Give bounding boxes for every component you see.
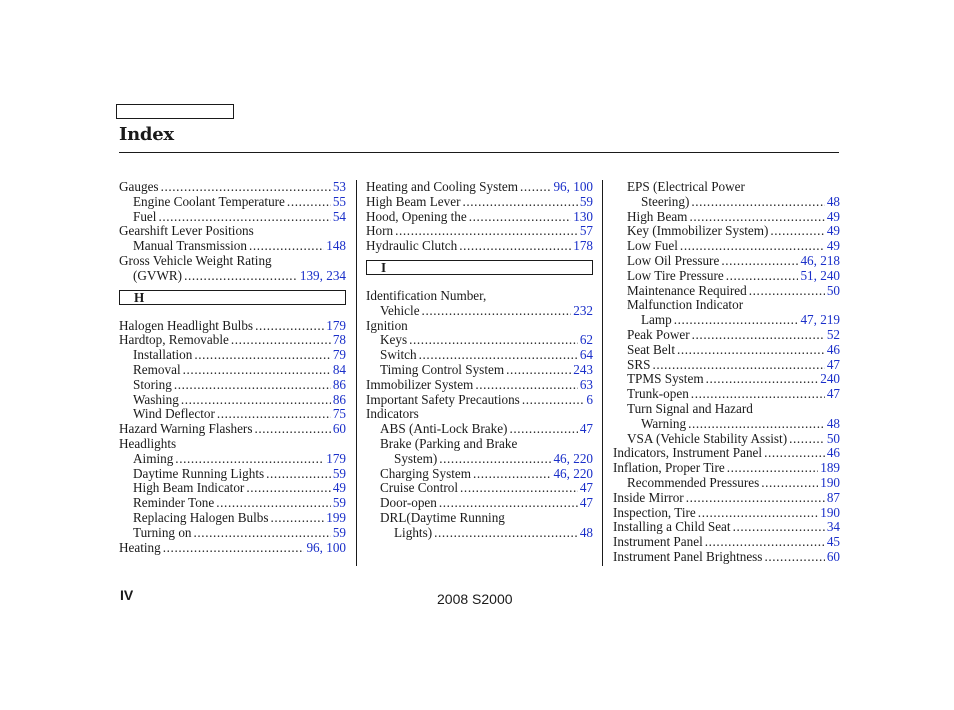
page-reference[interactable]: 86 xyxy=(332,377,346,392)
index-entry xyxy=(366,239,593,254)
index-entry xyxy=(119,393,346,408)
entry-term: Removal xyxy=(133,362,181,377)
dot-leader xyxy=(475,378,577,393)
page-reference[interactable]: 59 xyxy=(579,194,593,209)
entry-term: Heating xyxy=(119,540,161,555)
page-reference[interactable]: 46 xyxy=(826,342,840,357)
index-entry xyxy=(366,526,593,541)
dot-leader xyxy=(462,195,577,210)
index-entry xyxy=(613,402,840,417)
page-reference[interactable]: 46 xyxy=(826,446,840,461)
entry-term: Warning xyxy=(641,416,687,431)
page-reference[interactable]: 199 xyxy=(326,510,346,525)
page-reference[interactable]: 130 xyxy=(573,209,593,224)
entry-term: Cruise Control xyxy=(380,481,459,496)
entry-term: Indicators, Instrument Panel xyxy=(613,446,763,461)
index-column-2 xyxy=(366,180,593,541)
dot-leader xyxy=(686,491,825,506)
index-entry xyxy=(119,541,346,556)
index-entry xyxy=(613,506,840,521)
dot-leader xyxy=(522,393,585,408)
index-entry xyxy=(119,348,346,363)
dot-leader xyxy=(181,393,331,408)
dot-leader xyxy=(161,180,331,195)
page-reference[interactable]: 53 xyxy=(332,180,346,194)
index-entry xyxy=(366,224,593,239)
page-reference[interactable]: 54 xyxy=(332,209,346,224)
index-entry xyxy=(119,481,346,496)
page-reference[interactable]: 57 xyxy=(579,224,593,239)
header-rule xyxy=(119,152,839,153)
index-entry xyxy=(613,417,840,432)
page-reference[interactable]: 148 xyxy=(326,239,346,254)
index-entry xyxy=(119,195,346,210)
dot-leader xyxy=(473,467,551,482)
page-reference[interactable]: 55 xyxy=(332,194,346,209)
index-entry xyxy=(119,224,346,239)
header-tab-box xyxy=(116,104,234,119)
dot-leader xyxy=(266,467,331,482)
page-reference[interactable]: 96, 100 xyxy=(553,180,593,194)
dot-leader xyxy=(395,224,578,239)
entry-term: Immobilizer System xyxy=(366,377,474,392)
index-entry xyxy=(613,328,840,343)
entry-term: System) xyxy=(394,451,438,466)
index-entry xyxy=(119,452,346,467)
dot-leader xyxy=(689,210,824,225)
page-reference[interactable]: 48 xyxy=(826,416,840,431)
index-entry xyxy=(613,387,840,402)
entry-term: Key (Immobilizer System) xyxy=(627,224,769,239)
index-entry xyxy=(366,333,593,348)
index-entry xyxy=(119,422,346,437)
page-reference[interactable]: 60 xyxy=(332,422,346,437)
index-entry xyxy=(613,210,840,225)
dot-leader xyxy=(506,363,571,378)
entry-term: Storing xyxy=(133,377,172,392)
entry-term: Ignition xyxy=(366,318,408,333)
page-reference[interactable]: 59 xyxy=(332,525,346,540)
entry-term: Low Oil Pressure xyxy=(627,253,720,268)
index-entry xyxy=(366,378,593,393)
entry-term: Vehicle xyxy=(380,303,420,318)
dot-leader xyxy=(509,422,577,437)
dot-leader xyxy=(255,319,324,334)
page-reference[interactable]: 59 xyxy=(332,466,346,481)
dot-leader xyxy=(770,224,824,239)
page-reference[interactable]: 87 xyxy=(826,490,840,505)
page-title: Index xyxy=(119,124,174,145)
dot-leader xyxy=(677,343,825,358)
page-reference[interactable]: 84 xyxy=(332,362,346,377)
index-entry xyxy=(366,393,593,408)
index-entry xyxy=(366,289,593,304)
entry-term: Horn xyxy=(366,224,394,239)
entry-term: Gearshift Lever Positions xyxy=(119,224,254,239)
page-number: IV xyxy=(120,587,134,603)
index-entry xyxy=(366,363,593,378)
entry-term: Heating and Cooling System xyxy=(366,180,519,194)
dot-leader xyxy=(727,461,818,476)
dot-leader xyxy=(254,422,330,437)
dot-leader xyxy=(194,348,330,363)
entry-term: Reminder Tone xyxy=(133,496,215,511)
entry-term: Inflation, Proper Tire xyxy=(613,461,725,476)
index-entry xyxy=(613,446,840,461)
entry-term: Charging System xyxy=(380,466,471,481)
entry-term: (GVWR) xyxy=(133,268,183,283)
dot-leader xyxy=(691,387,825,402)
entry-term: Indicators xyxy=(366,407,419,422)
index-entry xyxy=(613,254,840,269)
index-entry xyxy=(613,239,840,254)
dot-leader xyxy=(706,372,819,387)
dot-leader xyxy=(287,195,331,210)
index-entry xyxy=(366,422,593,437)
page-reference[interactable]: 59 xyxy=(332,496,346,511)
dot-leader xyxy=(764,446,825,461)
entry-term: Seat Belt xyxy=(627,342,675,357)
index-entry xyxy=(119,467,346,482)
dot-leader xyxy=(674,313,799,328)
page-reference[interactable]: 48 xyxy=(579,525,593,540)
entry-term: Halogen Headlight Bulbs xyxy=(119,318,254,333)
index-entry xyxy=(366,437,593,452)
page-reference[interactable]: 47 xyxy=(579,481,593,496)
dot-leader xyxy=(419,348,578,363)
index-entry xyxy=(119,239,346,254)
page-reference[interactable]: 190 xyxy=(820,475,840,490)
entry-term: Maintenance Required xyxy=(627,283,747,298)
entry-term: High Beam Lever xyxy=(366,194,461,209)
entry-term: Hydraulic Clutch xyxy=(366,239,458,254)
index-entry xyxy=(366,511,593,526)
dot-leader xyxy=(163,541,305,556)
entry-term: Brake (Parking and Brake xyxy=(380,436,518,451)
page-reference[interactable]: 60 xyxy=(826,549,840,564)
dot-leader xyxy=(439,452,551,467)
entry-term: Trunk-open xyxy=(627,387,689,402)
entry-term: Hazard Warning Flashers xyxy=(119,422,253,437)
entry-term: Important Safety Precautions xyxy=(366,392,520,407)
index-entry xyxy=(366,467,593,482)
index-entry xyxy=(613,432,840,447)
dot-leader xyxy=(249,239,324,254)
dot-leader xyxy=(469,210,571,225)
page-reference[interactable]: 6 xyxy=(586,392,593,407)
entry-term: Engine Coolant Temperature xyxy=(133,194,285,209)
page-reference[interactable]: 86 xyxy=(332,392,346,407)
index-entry xyxy=(613,224,840,239)
page-reference[interactable]: 62 xyxy=(579,333,593,348)
index-entry xyxy=(366,481,593,496)
page-reference[interactable]: 47 xyxy=(579,422,593,437)
index-entry xyxy=(119,254,346,269)
entry-term: VSA (Vehicle Stability Assist) xyxy=(627,431,788,446)
page-reference[interactable]: 179 xyxy=(326,451,346,466)
dot-leader xyxy=(698,506,818,521)
index-entry xyxy=(613,180,840,195)
dot-leader xyxy=(158,210,330,225)
page-reference[interactable]: 52 xyxy=(826,327,840,342)
page-reference[interactable]: 178 xyxy=(573,239,593,254)
entry-term: Wind Deflector xyxy=(133,407,215,422)
dot-leader xyxy=(439,496,578,511)
dot-leader xyxy=(789,432,825,447)
entry-term: Inside Mirror xyxy=(613,490,684,505)
index-entry xyxy=(613,550,840,565)
index-entry xyxy=(613,358,840,373)
index-entry xyxy=(613,284,840,299)
index-entry xyxy=(613,372,840,387)
dot-leader xyxy=(217,407,331,422)
index-entry xyxy=(366,496,593,511)
page-reference[interactable]: 243 xyxy=(573,362,593,377)
entry-term: Inspection, Tire xyxy=(613,505,696,520)
section-letter: I xyxy=(366,260,593,275)
page-reference[interactable]: 189 xyxy=(820,461,840,476)
page-reference[interactable]: 190 xyxy=(820,505,840,520)
index-entry xyxy=(366,452,593,467)
dot-leader xyxy=(271,511,325,526)
page-reference[interactable]: 139, 234 xyxy=(299,268,346,283)
dot-leader xyxy=(216,496,331,511)
entry-term: TPMS System xyxy=(627,372,704,387)
index-entry xyxy=(119,437,346,452)
index-entry xyxy=(613,195,840,210)
dot-leader xyxy=(726,269,799,284)
index-entry xyxy=(613,520,840,535)
page-reference[interactable]: 47 xyxy=(826,357,840,372)
index-entry xyxy=(613,461,840,476)
entry-term: Recommended Pressures xyxy=(627,475,760,490)
entry-term: Keys xyxy=(380,333,408,348)
entry-term: DRL(Daytime Running xyxy=(380,510,505,525)
page-reference[interactable]: 78 xyxy=(332,333,346,348)
page-reference[interactable]: 96, 100 xyxy=(306,540,346,555)
page-reference[interactable]: 34 xyxy=(826,520,840,535)
index-entry xyxy=(119,511,346,526)
entry-term: Peak Power xyxy=(627,327,690,342)
page-reference[interactable]: 79 xyxy=(332,348,346,363)
page-reference[interactable]: 47, 219 xyxy=(800,313,840,328)
index-entry xyxy=(613,313,840,328)
index-entry xyxy=(366,195,593,210)
index-entry xyxy=(366,348,593,363)
page-reference[interactable]: 51, 240 xyxy=(800,268,840,283)
entry-term: ABS (Anti-Lock Brake) xyxy=(380,422,508,437)
entry-term: Gauges xyxy=(119,180,159,194)
entry-term: Turn Signal and Hazard xyxy=(627,401,753,416)
index-column-1 xyxy=(119,180,346,555)
dot-leader xyxy=(652,358,824,373)
page-reference[interactable]: 46, 220 xyxy=(553,451,593,466)
entry-term: Low Tire Pressure xyxy=(627,268,724,283)
entry-term: Lamp xyxy=(641,313,672,328)
dot-leader xyxy=(175,452,324,467)
index-entry xyxy=(613,476,840,491)
index-entry xyxy=(366,319,593,334)
dot-leader xyxy=(520,180,551,195)
entry-term: Installing a Child Seat xyxy=(613,520,731,535)
entry-term: High Beam xyxy=(627,209,688,224)
page-reference[interactable]: 48 xyxy=(826,194,840,209)
section-letter: H xyxy=(119,290,346,305)
dot-leader xyxy=(721,254,798,269)
index-entry xyxy=(366,180,593,195)
dot-leader xyxy=(459,239,571,254)
entry-term: Door-open xyxy=(380,496,437,511)
page-reference[interactable]: 47 xyxy=(579,496,593,511)
dot-leader xyxy=(705,535,825,550)
index-entry xyxy=(366,407,593,422)
dot-leader xyxy=(749,284,825,299)
page-reference[interactable]: 49 xyxy=(826,209,840,224)
index-entry xyxy=(119,210,346,225)
entry-term: Washing xyxy=(133,392,179,407)
entry-term: Instrument Panel xyxy=(613,535,703,550)
index-entry xyxy=(119,180,346,195)
entry-term: Lights) xyxy=(394,525,433,540)
entry-term: Manual Transmission xyxy=(133,239,247,254)
page-reference[interactable]: 63 xyxy=(579,377,593,392)
entry-term: Steering) xyxy=(641,194,690,209)
entry-term: SRS xyxy=(627,357,651,372)
column-divider xyxy=(602,180,603,566)
entry-term: Switch xyxy=(380,348,417,363)
page-reference[interactable]: 232 xyxy=(573,303,593,318)
footer-model: 2008 S2000 xyxy=(437,591,513,607)
dot-leader xyxy=(246,481,330,496)
index-entry xyxy=(366,210,593,225)
dot-leader xyxy=(688,417,825,432)
page-reference[interactable]: 46, 220 xyxy=(553,466,593,481)
entry-term: Replacing Halogen Bulbs xyxy=(133,510,269,525)
dot-leader xyxy=(183,363,331,378)
index-entry xyxy=(366,304,593,319)
index-entry xyxy=(119,378,346,393)
entry-term: Gross Vehicle Weight Rating xyxy=(119,253,272,268)
dot-leader xyxy=(434,526,578,541)
page-reference[interactable]: 179 xyxy=(326,318,346,333)
page-reference[interactable]: 240 xyxy=(820,372,840,387)
page-reference[interactable]: 47 xyxy=(826,387,840,402)
entry-term: Timing Control System xyxy=(380,362,505,377)
entry-term: Turning on xyxy=(133,525,192,540)
dot-leader xyxy=(194,526,331,541)
page-reference[interactable]: 64 xyxy=(579,348,593,363)
entry-term: Hood, Opening the xyxy=(366,209,467,224)
index-entry xyxy=(613,298,840,313)
dot-leader xyxy=(692,328,825,343)
dot-leader xyxy=(174,378,331,393)
page-reference[interactable]: 75 xyxy=(332,407,346,422)
entry-term: Daytime Running Lights xyxy=(133,466,265,481)
entry-term: Identification Number, xyxy=(366,288,487,303)
entry-term: Headlights xyxy=(119,436,177,451)
page-reference[interactable]: 50 xyxy=(826,431,840,446)
index-column-3 xyxy=(613,180,840,565)
index-entry xyxy=(119,333,346,348)
dot-leader xyxy=(691,195,824,210)
dot-leader xyxy=(680,239,825,254)
entry-term: Hardtop, Removable xyxy=(119,333,229,348)
page-reference[interactable]: 49 xyxy=(826,224,840,239)
entry-term: High Beam Indicator xyxy=(133,481,245,496)
page-reference[interactable]: 46, 218 xyxy=(800,253,840,268)
entry-term: Aiming xyxy=(133,451,174,466)
page-reference[interactable]: 49 xyxy=(826,239,840,254)
index-entry xyxy=(119,407,346,422)
column-divider xyxy=(356,180,357,566)
index-entry xyxy=(119,319,346,334)
dot-leader xyxy=(733,520,825,535)
dot-leader xyxy=(761,476,818,491)
index-entry xyxy=(119,526,346,541)
dot-leader xyxy=(231,333,331,348)
index-entry xyxy=(119,269,346,284)
page-reference[interactable]: 49 xyxy=(332,481,346,496)
index-entry xyxy=(613,535,840,550)
entry-term: EPS (Electrical Power xyxy=(627,180,745,194)
dot-leader xyxy=(409,333,578,348)
dot-leader xyxy=(422,304,572,319)
dot-leader xyxy=(460,481,578,496)
dot-leader xyxy=(764,550,824,565)
page-reference[interactable]: 50 xyxy=(826,283,840,298)
index-entry xyxy=(613,491,840,506)
index-entry xyxy=(613,343,840,358)
index-entry xyxy=(613,269,840,284)
entry-term: Low Fuel xyxy=(627,239,678,254)
entry-term: Malfunction Indicator xyxy=(627,298,744,313)
entry-term: Fuel xyxy=(133,209,157,224)
dot-leader xyxy=(184,269,298,284)
index-entry xyxy=(119,363,346,378)
entry-term: Installation xyxy=(133,348,193,363)
entry-term: Instrument Panel Brightness xyxy=(613,549,763,564)
index-entry xyxy=(119,496,346,511)
page-reference[interactable]: 45 xyxy=(826,535,840,550)
